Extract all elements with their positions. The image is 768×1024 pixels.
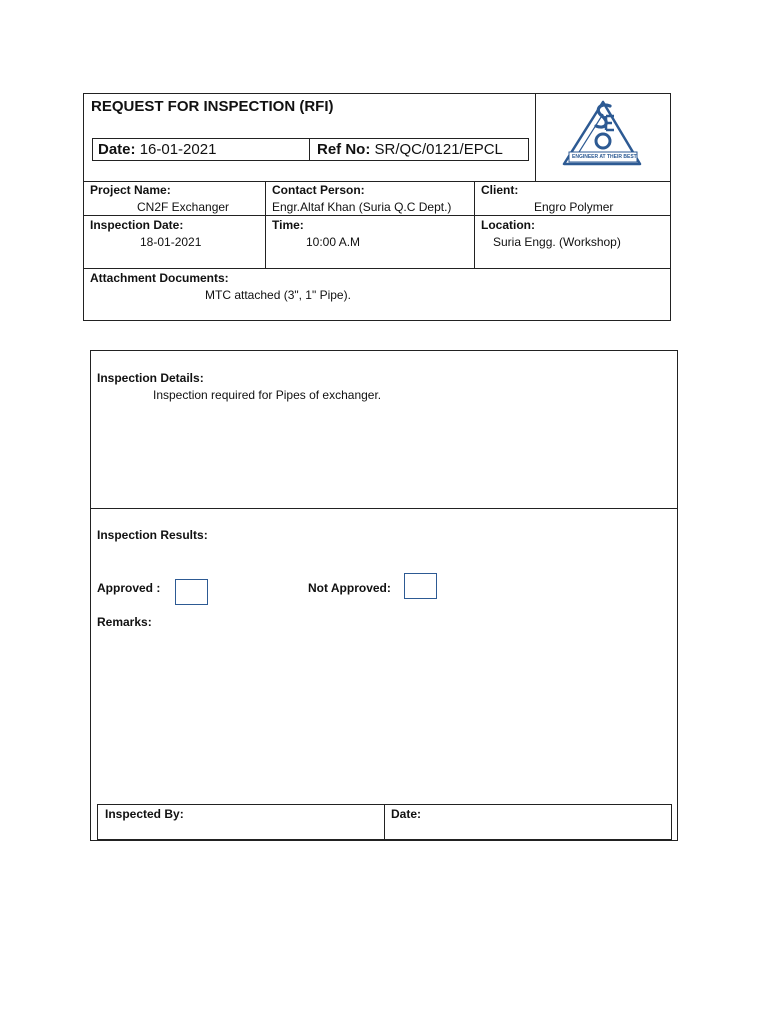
inspection-details-value: Inspection required for Pipes of exchanger.	[153, 388, 382, 402]
ref-field	[317, 141, 503, 159]
section-divider	[91, 508, 677, 509]
date-label: Date:	[98, 141, 136, 158]
approved-checkbox[interactable]	[175, 579, 208, 605]
attachment-documents-value: MTC attached (3", 1" Pipe).	[205, 288, 351, 302]
column-divider	[265, 181, 266, 268]
project-name-value: CN2F Exchanger	[137, 200, 230, 214]
company-logo	[536, 94, 670, 181]
inspected-by-row	[97, 804, 672, 840]
attachment-documents-label: Attachment Documents:	[90, 271, 229, 285]
not-approved-checkbox[interactable]	[404, 573, 437, 599]
ref-label: Ref No:	[317, 141, 371, 158]
project-name-label: Project Name:	[90, 183, 171, 197]
time-value: 10:00 A.M	[306, 235, 361, 249]
location-value: Suria Engg. (Workshop)	[493, 235, 621, 249]
location-label: Location:	[481, 218, 535, 232]
row-divider	[84, 268, 670, 269]
client-label: Client:	[481, 183, 519, 197]
inspection-date-value: 18-01-2021	[140, 235, 202, 249]
contact-person-label: Contact Person:	[272, 183, 365, 197]
column-divider	[384, 805, 385, 839]
not-approved-label: Not Approved:	[308, 581, 391, 595]
rfi-header-table	[83, 93, 671, 321]
remarks-label: Remarks:	[97, 615, 152, 629]
date-ref-box	[92, 138, 529, 161]
title-cell	[84, 94, 536, 181]
date-field	[98, 141, 216, 159]
column-divider	[474, 181, 475, 268]
row-divider	[84, 181, 670, 182]
inspection-table	[90, 350, 678, 841]
inspection-signoff-date-label: Date:	[391, 807, 422, 821]
row-divider	[84, 215, 670, 216]
date-ref-divider	[309, 139, 310, 160]
inspection-details-label: Inspection Details:	[97, 371, 204, 385]
approved-label: Approved :	[97, 581, 161, 595]
inspected-by-label: Inspected By:	[105, 807, 184, 821]
ref-value: SR/QC/0121/EPCL	[374, 141, 503, 158]
logo-cell	[536, 94, 670, 181]
inspection-results-label: Inspection Results:	[97, 528, 208, 542]
inspection-date-label: Inspection Date:	[90, 218, 184, 232]
time-label: Time:	[272, 218, 304, 232]
contact-person-value: Engr.Altaf Khan (Suria Q.C Dept.)	[272, 200, 452, 214]
logo-tagline: ENGINEER AT THEIR BEST	[572, 154, 637, 160]
client-value: Engro Polymer	[534, 200, 614, 214]
form-title: REQUEST FOR INSPECTION (RFI)	[91, 98, 334, 115]
date-value: 16-01-2021	[139, 141, 217, 158]
